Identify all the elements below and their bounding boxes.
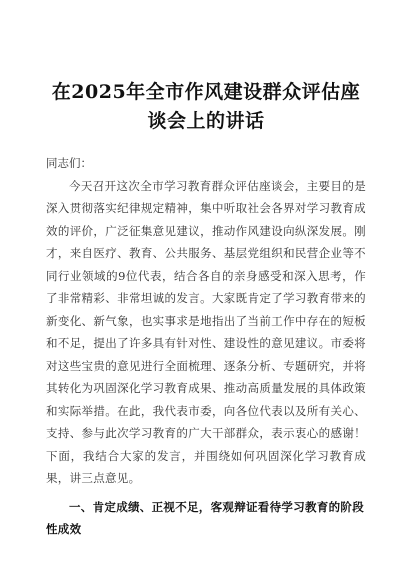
body-paragraph: 今天召开这次全市学习教育群众评估座谈会，主要目的是深入贯彻落实纪律规定精神，集中听取社会各界对学习教育成效的评价，广泛征集意见建议，推动作风建设向纵深发展。刚才，来自医疗、教育、公共服务、基层党组织和民营企业等不同行业领域的9位代表，结合各自的亲身感受和深入思考，作了非常精彩、非常坦诚的发言。大家既肯定了学习教育带来的新变化、新气象，也实事求是地指出了当前工作中存在的短板和不足，提出了许多具有针对性、建设性的意见建议。市委将对这些宝贵的意见进行全面梳理、逐条分析、专题研究，并将其转化为巩固深化学习教育成果、推动高质量发展的具体政策和实际举措。在此，我代表市委，向各位代表以及所有关心、支持、参与此次学习教育的广大干部群众，表示衷心的感谢！下面，我结合大家的发言，并围绕如何巩固深化学习教育成果，讲三点意见。 (46, 178, 366, 485)
section-heading: 一、肯定成绩、正视不足，客观辩证看待学习教育的阶段性成效 (46, 499, 364, 536)
salutation: 同志们： (46, 156, 92, 170)
document-title: 在2025年全市作风建设群众评估座谈会上的讲话 (51, 81, 361, 132)
